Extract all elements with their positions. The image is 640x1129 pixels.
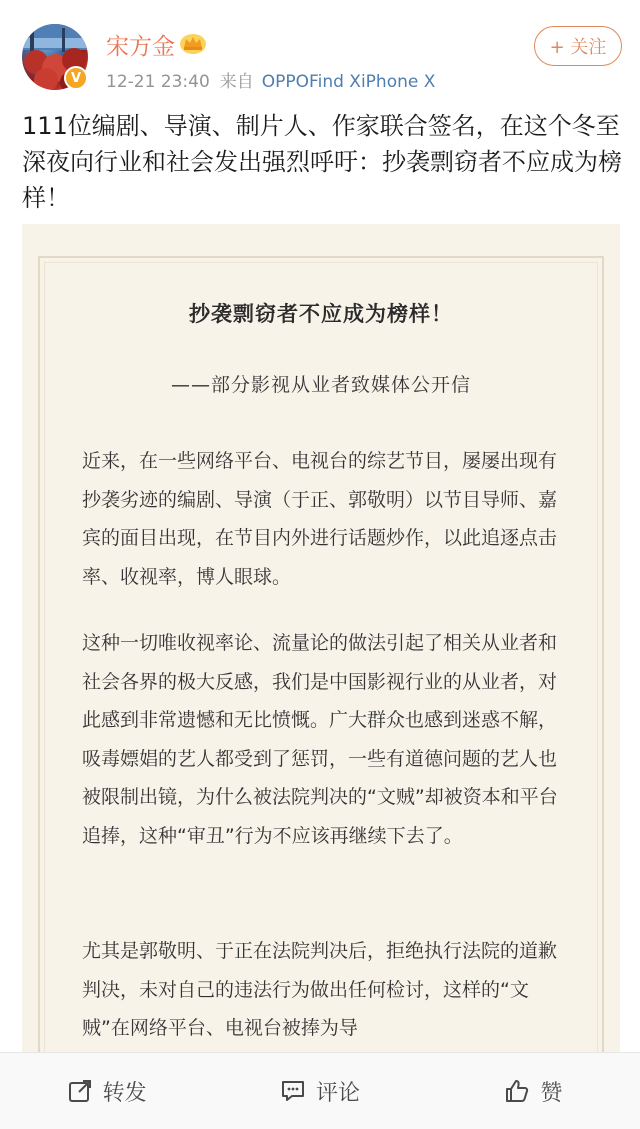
- verified-badge-icon: V: [64, 66, 88, 90]
- comment-icon: [280, 1078, 306, 1104]
- repost-label: 转发: [102, 1080, 147, 1106]
- post-meta: [106, 67, 435, 92]
- open-letter-image[interactable]: [22, 224, 620, 1054]
- letter-paragraph-2: 这种一切唯收视率论、流量论的做法引起了相关从业者和社会各界的极大反感，我们是中国影视行业的从业者，对此感到非常遗憾和无比愤慨。广大群众也感到迷惑不解，吸毒嫖娼的艺人都受到了惩罚，一些有道德问题的艺人也被限制出镜，为什么被法院判决的“文贼”却被资本和平台追捧，这种“审丑”行为不应该再继续下去了。: [82, 632, 558, 847]
- letter-paragraph-3: 尤其是郭敬明、于正在法院判决后，拒绝执行法院的道歉判决，未对自己的违法行为做出任何检讨，这样的“文贼”在网络平台、电视台被捧为导: [82, 940, 558, 1039]
- repost-button[interactable]: [0, 1053, 213, 1129]
- source-device-link[interactable]: OPPOFind XiPhone X: [261, 72, 436, 92]
- letter-title: 抄袭剽窃者不应成为榜样！: [189, 302, 453, 326]
- source-prefix: 来自: [219, 72, 254, 92]
- user-name[interactable]: 宋方金: [106, 34, 175, 60]
- action-bar: [0, 1052, 640, 1129]
- letter-paragraph-1: 近来，在一些网络平台、电视台的综艺节目，屡屡出现有抄袭劣迹的编剧、导演（于正、郭敬明）以节目导师、嘉宾的面目出现，在节目内外进行话题炒作，以此追逐点击率、收视率，博人眼球。: [82, 450, 558, 588]
- follow-button[interactable]: + 关注: [534, 26, 622, 66]
- thumbs-up-icon: [504, 1078, 530, 1104]
- comment-label: 评论: [315, 1080, 360, 1106]
- post-text: 111位编剧、导演、制片人、作家联合签名，在这个冬至深夜向行业和社会发出强烈呼吁：抄袭剽窃者不应成为榜样！: [22, 112, 622, 212]
- comment-button[interactable]: [213, 1053, 426, 1129]
- vip-crown-icon[interactable]: [178, 31, 208, 55]
- like-label: 赞: [540, 1080, 563, 1106]
- post-header: [0, 0, 640, 100]
- post-timestamp: 12-21 23:40: [106, 72, 210, 92]
- repost-icon: [67, 1078, 93, 1104]
- like-button[interactable]: [427, 1053, 640, 1129]
- letter-subtitle: ——部分影视从业者致媒体公开信: [170, 374, 471, 396]
